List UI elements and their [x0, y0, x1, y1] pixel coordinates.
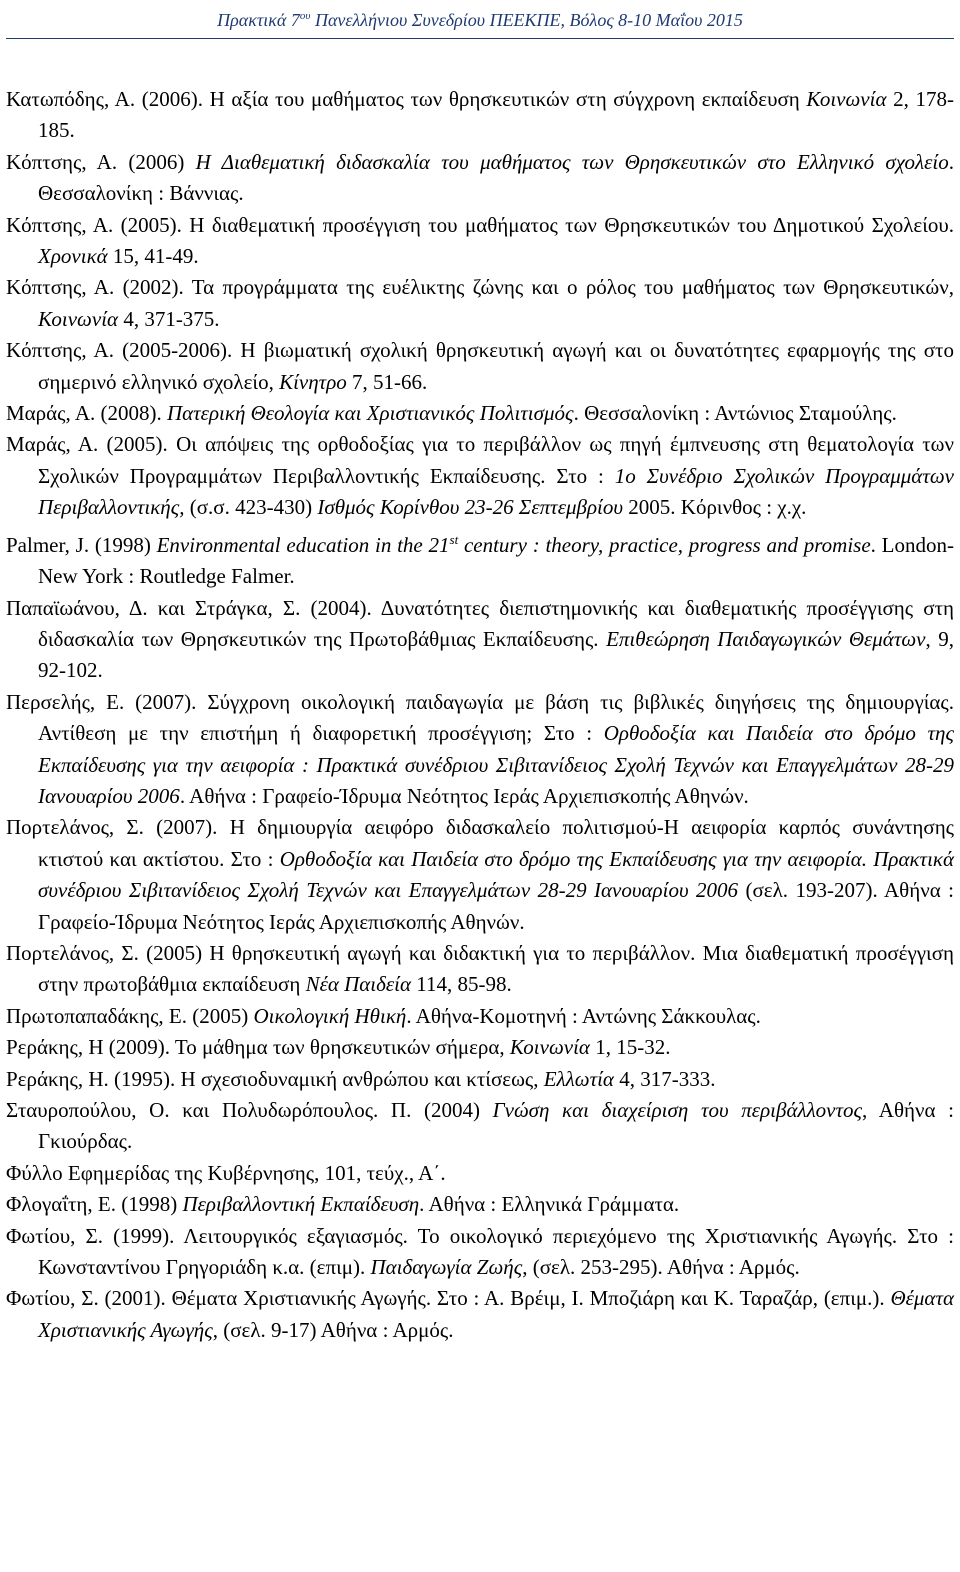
reference-italic-text: Κίνητρο [279, 369, 347, 394]
reference-entry [6, 938, 954, 1001]
reference-text: Πορτελάνος, Σ. (2005) Η θρησκευτική αγωγή και διδακτική για το περιβάλλον. Μια διαθεματική προσέγγιση στην πρωτοβάθμια εκπαίδευση [6, 940, 954, 997]
header-text-superscript: ου [299, 10, 311, 22]
header-text-after: Πανελλήνιου Συνεδρίου ΠΕΕΚΠΕ, Βόλος 8-10 Μαΐου 2015 [310, 10, 743, 30]
reference-italic-text: Ορθοδοξία και Παιδεία στο δρόμο της Εκπαίδευσης για την αειφορία. Πρακτικά συνέδριου Σιβιτανίδειος Σχολή Τεχνών και Επαγγελμάτων 28-29 Ιανουαρίου 2006 [38, 846, 955, 903]
reference-text: Κατωπόδης, Α. (2006). Η αξία του μαθήματος των θρησκευτικών στη σύγχρονη εκπαίδευση [6, 87, 807, 111]
reference-entry [6, 1001, 954, 1032]
reference-text: . London-New York : Routledge Falmer. [38, 532, 954, 589]
reference-text: , 9, 92-102. [38, 626, 954, 683]
reference-italic-text: Νέα Παιδεία [305, 972, 412, 997]
reference-italic-text: Κοινωνία [38, 306, 119, 331]
reference-text: Φλογαΐτη, Ε. (1998) [6, 1192, 183, 1217]
reference-italic-text: Παιδαγωγία Ζωής [370, 1255, 523, 1280]
reference-italic-text: Κοινωνία [806, 87, 887, 111]
reference-text: Περσελής, Ε. (2007). Σύγχρονη οικολογική παιδαγωγία με βάση τις βιβλικές διηγήσεις της δημιουργίας. Αντίθεση με την επιστήμη ή διαφορετική προσέγγιση; Στο : [6, 689, 954, 746]
reference-italic-text: Η Διαθεματική διδασκαλία του μαθήματος των Θρησκευτικών στο Ελληνικό σχολείο [195, 149, 949, 174]
reference-text: Κόπτσης, Α. (2006) [6, 149, 196, 174]
reference-entry [6, 1064, 954, 1095]
reference-text: Μαράς, Α. (2005). Οι απόψεις της ορθοδοξίας για το περιβάλλον ως πηγή έμπνευσης στη θεματολογία των Σχολικών Προγραμμάτων Περιβαλλοντικής Εκπαίδευσης. Στο : [6, 432, 954, 488]
reference-text: 4, 317-333. [613, 1066, 716, 1091]
reference-italic-text: Ισθμός Κορίνθου 23-26 Σεπτεμβρίου [317, 495, 624, 520]
reference-entry [6, 429, 954, 523]
reference-text: 15, 41-49. [107, 244, 199, 269]
reference-text: Πορτελάνος, Σ. (2007). Η δημιουργία αειφόρο διδασκαλείο πολιτισμού-Η αειφορία καρπός συνάντησης κτιστού και ακτίστου. Στο : [6, 815, 954, 871]
page-header [0, 6, 960, 30]
reference-text: Palmer, J. (1998) [6, 532, 157, 557]
reference-text: , (σελ. 9-17) Αθήνα : Αρμός. [212, 1317, 454, 1342]
reference-italic-text: Γνώση και διαχείριση του περιβάλλοντος [492, 1098, 863, 1122]
reference-italic-text: Ορθοδοξία και Παιδεία στο δρόμο της Εκπαίδευσης για την αειφορία : Πρακτικά συνέδριου Σιβιτανίδειος Σχολή Τεχνών και Επαγγελμάτων 28-29 Ιανουαρίου 2006 [38, 721, 954, 808]
reference-text: Μαράς, Α. (2008). [6, 401, 167, 426]
reference-italic-text: Πατερική Θεολογία και Χριστιανικός Πολιτισμός [166, 401, 574, 426]
reference-entry [6, 687, 954, 813]
header-divider [6, 38, 954, 39]
reference-entry [6, 524, 954, 593]
reference-text: (σ.σ. 423-430) [184, 495, 318, 520]
reference-text: . Αθήνα : Ελληνικά Γράμματα. [419, 1192, 680, 1217]
reference-entry [6, 1158, 954, 1189]
reference-italic-text: Κοινωνία [509, 1035, 590, 1060]
reference-text: Κόπτσης, Α. (2005-2006). Η βιωματική σχολική θρησκευτική αγωγή και οι δυνατότητες εφαρμογής της στο σημερινό ελληνικό σχολείο, [6, 338, 954, 394]
reference-entry [6, 335, 954, 398]
reference-entry [6, 147, 954, 210]
reference-entry [6, 593, 954, 687]
reference-text: Παπαϊωάνου, Δ. και Στράγκα, Σ. (2004). Δυνατότητες διεπιστημονικής και διαθεματικής προσέγγισης στη διδασκαλία των Θρησκευτικών της Πρωτοβάθμιας Εκπαίδευσης. [6, 595, 954, 651]
reference-text: . Θεσσαλονίκη : Αντώνιος Σταμούλης. [573, 401, 897, 426]
reference-text: Πρωτοπαπαδάκης, Ε. (2005) [6, 1003, 254, 1028]
reference-text: Φωτίου, Σ. (2001). Θέματα Χριστιανικής Αγωγής. Στο : Α. Βρέιμ, Ι. Μποζιάρη και Κ. Ταραζάρ, (επιμ.). [6, 1286, 891, 1311]
reference-italic-text: Οικολογική Ηθική [253, 1003, 407, 1028]
reference-text: Ρεράκης, Η (2009). Το μάθημα των θρησκευτικών σήμερα, [6, 1035, 510, 1060]
reference-italic-text: Περιβαλλοντική Εκπαίδευση [182, 1192, 420, 1217]
reference-italic-text: century : theory, practice, progress and promise [458, 532, 871, 557]
reference-text: Κόπτσης, Α. (2002). Τα προγράμματα της ευέλικτης ζώνης και ο ρόλος του μαθήματος των Θρησκευτικών, [6, 275, 954, 300]
reference-text: . Αθήνα : Γραφείο-Ίδρυμα Νεότητος Ιεράς Αρχιεπισκοπής Αθηνών. [179, 783, 749, 808]
reference-entry [6, 812, 954, 938]
reference-entry [6, 398, 954, 429]
reference-text: (σελ. 193-207). Αθήνα : Γραφείο-Ίδρυμα Νεότητος Ιεράς Αρχιεπισκοπής Αθηνών. [38, 878, 954, 934]
reference-entry [6, 1032, 954, 1063]
reference-entry [6, 1189, 954, 1220]
reference-entry [6, 1095, 954, 1158]
reference-text: 114, 85-98. [411, 972, 512, 997]
reference-entry [6, 1221, 954, 1284]
reference-italic-text: Ελλωτία [543, 1066, 614, 1091]
reference-text: . Αθήνα-Κομοτηνή : Αντώνης Σάκκουλας. [406, 1003, 761, 1028]
reference-entry [6, 272, 954, 335]
reference-list [6, 84, 954, 1346]
reference-text: . Θεσσαλονίκη : Βάννιας. [38, 149, 954, 206]
reference-text: 2, 178-185. [38, 87, 954, 143]
reference-italic-text: Χρονικά [38, 244, 108, 269]
reference-italic-text: st [449, 531, 459, 547]
reference-text: Ρεράκης, Η. (1995). Η σχεσιοδυναμική ανθρώπου και κτίσεως, [6, 1066, 544, 1091]
reference-text: 1, 15-32. [589, 1035, 671, 1060]
reference-text: Κόπτσης, Α. (2005). Η διαθεματική προσέγγιση του μαθήματος των Θρησκευτικών του Δημοτικού Σχολείου. [6, 212, 954, 237]
reference-italic-text: Επιθεώρηση Παιδαγωγικών Θεμάτων [606, 626, 926, 651]
reference-text: Φύλλο Εφημερίδας της Κυβέρνησης, 101, τεύχ., Α΄. [6, 1160, 446, 1185]
reference-text: Φωτίου, Σ. (1999). Λειτουργικός εξαγιασμός. Το οικολογικό περιεχόμενο της Χριστιανικής Αγωγής. Στο : Κωνσταντίνου Γρηγοριάδη κ.α. (επιμ). [6, 1223, 954, 1280]
reference-text: 2005. Κόρινθος : χ.χ. [623, 495, 807, 520]
reference-text: , Αθήνα : Γκιούρδας. [38, 1098, 954, 1154]
reference-entry [6, 1283, 954, 1346]
reference-text: Σταυροπούλου, Ο. και Πολυδωρόπουλος. Π. (2004) [6, 1098, 493, 1122]
reference-italic-text: Θέματα Χριστιανικής Αγωγής [38, 1286, 954, 1342]
reference-entry [6, 84, 954, 147]
reference-italic-text: 1ο Συνέδριο Σχολικών Προγραμμάτων Περιβαλλοντικής, [38, 463, 954, 520]
reference-text: 7, 51-66. [346, 369, 428, 394]
reference-entry [6, 210, 954, 273]
reference-text: 4, 371-375. [118, 306, 220, 331]
reference-italic-text: Environmental education in the 21 [156, 532, 450, 557]
header-text-before: Πρακτικά 7 [217, 10, 300, 30]
reference-text: , (σελ. 253-295). Αθήνα : Αρμός. [522, 1255, 800, 1280]
